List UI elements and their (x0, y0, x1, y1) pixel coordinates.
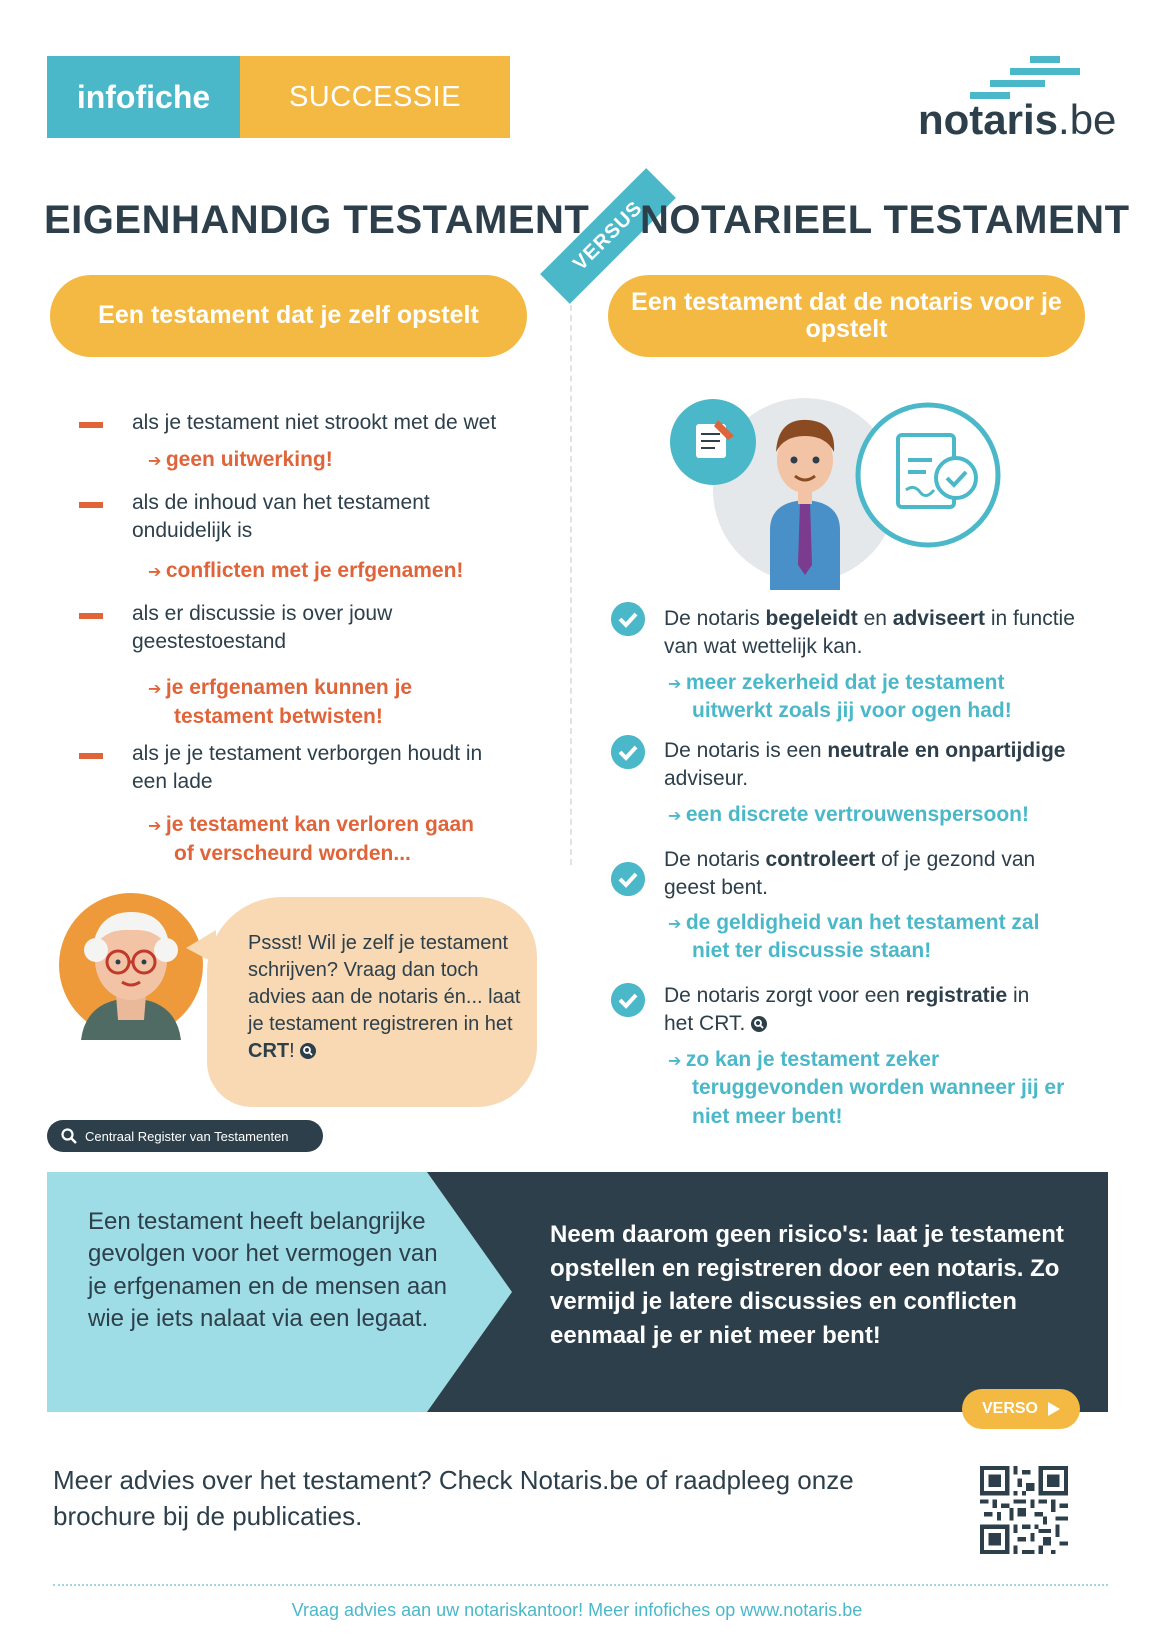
notary-illustration (670, 390, 1010, 590)
minus-icon (79, 502, 103, 508)
minus-icon (79, 613, 103, 619)
title-left: EIGENHANDIG TESTAMENT (44, 198, 590, 242)
banner-right-text: Neem daarom geen risico's: laat je testament opstellen en registreren door een notaris. Zo vermijd je latere discussies en conflicten eenmaal je er niet meer bent! (550, 1221, 1064, 1349)
right-item-result: ➔ de geldigheid van het testament zal niet ter discussie staan! (668, 911, 1040, 963)
arrow-right-icon: ➔ (148, 564, 166, 581)
check-circle-icon (611, 602, 645, 636)
verso-button[interactable] (962, 1389, 1080, 1429)
left-item-result: ➔ geen uitwerking! (148, 448, 333, 471)
left-item-text: als je je testament verborgen houdt in een lade (132, 742, 483, 794)
footer-text: Vraag advies aan uw notariskantoor! Meer infofiches op www.notaris.be (291, 1600, 863, 1620)
left-item-result: ➔ je testament kan verloren gaan of verscheurd worden... (148, 813, 474, 866)
qr-code[interactable] (980, 1466, 1068, 1554)
arrow-right-icon: ➔ (668, 1053, 686, 1070)
left-item-text: als de inhoud van het testament onduidelijk is (132, 491, 430, 543)
bubble-tail (186, 930, 216, 964)
right-item-result: ➔ meer zekerheid dat je testament uitwerkt zoals jij voor ogen had! (668, 671, 1012, 723)
left-subtitle-pill: Een testament dat je zelf opstelt (50, 275, 527, 357)
left-item-text: als je testament niet strookt met de wet (132, 411, 497, 434)
minus-icon (79, 422, 103, 428)
search-icon (751, 1016, 767, 1032)
versus-ribbon: VERSUS (540, 168, 676, 304)
infofiche-tag: infofiche (47, 56, 240, 138)
right-item-text: De notaris controleert of je gezond van geest bent. (664, 848, 1036, 900)
crt-link-label: Centraal Register van Testamenten (85, 1128, 289, 1144)
right-item-text: De notaris zorgt voor een registratie in het CRT. (664, 984, 1030, 1036)
dotted-separator (53, 1584, 1108, 1586)
arrow-right-icon: ➔ (148, 818, 166, 835)
arrow-right-icon: ➔ (668, 676, 686, 693)
bubble-text: Pssst! Wil je zelf je testament schrijven? Vraag dan toch advies aan de notaris én... laat je testament registreren in het CRT! (248, 932, 521, 1062)
arrow-right-icon: ➔ (668, 916, 686, 933)
verso-label: VERSO (981, 1400, 1038, 1417)
right-item-text: De notaris begeleidt en adviseert in functie van wat wettelijk kan. (664, 607, 1075, 659)
left-item-result: ➔ conflicten met je erfgenamen! (148, 559, 464, 582)
arrow-right-icon: ➔ (148, 681, 166, 698)
more-advice-text: Meer advies over het testament? Check Notaris.be of raadpleeg onze brochure bij de publicaties. (53, 1465, 854, 1532)
play-arrow-icon (1048, 1402, 1060, 1416)
check-circle-icon (611, 735, 645, 769)
arrow-right-icon: ➔ (148, 453, 166, 470)
minus-icon (79, 753, 103, 759)
title-right: NOTARIEEL TESTAMENT (640, 198, 1130, 242)
left-item-text: als er discussie is over jouw geestestoestand (132, 602, 393, 654)
check-circle-icon (611, 862, 645, 896)
logo-wordmark: notaris.be (918, 96, 1117, 143)
logo-stairs-icon (970, 56, 1090, 100)
notaris-logo[interactable] (918, 56, 1117, 146)
column-divider (570, 305, 572, 865)
category-tag: SUCCESSIE (240, 56, 510, 138)
right-item-result: ➔ een discrete vertrouwenspersoon! (668, 803, 1029, 826)
search-icon (300, 1043, 316, 1059)
check-circle-icon (611, 983, 645, 1017)
arrow-right-icon: ➔ (668, 808, 686, 825)
right-subtitle-pill: Een testament dat de notaris voor je opstelt (608, 275, 1085, 357)
banner-left-text: Een testament heeft belangrijke gevolgen voor het vermogen van je erfgenamen en de mensen aan wie je iets nalaat via een legaat. (88, 1208, 447, 1333)
right-item-text: De notaris is een neutrale en onpartijdige adviseur. (664, 739, 1066, 791)
right-item-result: ➔ zo kan je testament zeker teruggevonden worden wanneer jij er niet meer bent! (668, 1048, 1065, 1128)
crt-link[interactable] (47, 1120, 323, 1152)
left-item-result: ➔ je erfgenamen kunnen je testament betwisten! (148, 676, 413, 729)
search-icon (61, 1128, 77, 1144)
grandmother-illustration (56, 890, 206, 1040)
